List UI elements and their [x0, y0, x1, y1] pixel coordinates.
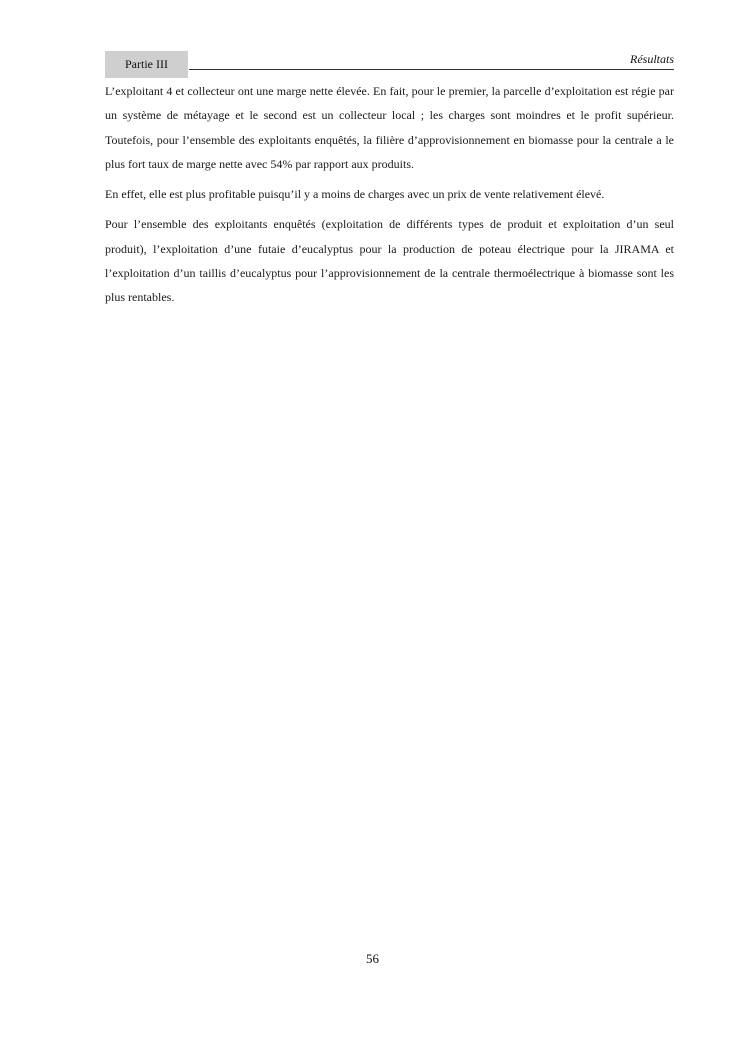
page-number: 56 [366, 951, 379, 966]
page-header [105, 51, 674, 79]
paragraph-3: Pour l’ensemble des exploitants enquêtés (exploitation de différents types de produit et exploitation d’un seul produit), l’exploitation d’une futaie d’eucalyptus pour la production de poteau électrique pour la JIRAMA et l’exploitation d’un taillis d’eucalyptus pour l’approvisionnement de la centrale thermoélectrique à biomasse sont les plus rentables. [105, 217, 674, 305]
header-rule [189, 69, 674, 70]
section-title: Résultats [630, 52, 674, 66]
paragraph-1: L’exploitant 4 et collecteur ont une marge nette élevée. En fait, pour le premier, la parcelle d’exploitation est régie par un système de métayage et le second est un collecteur local ; les charges sont moindres et le profit supérieur. Toutefois, pour l’ensemble des exploitants enquêtés, la filière d’approvisionnement en biomasse pour la centrale a le plus fort taux de marge nette avec 54% par rapport aux produits. [105, 84, 674, 171]
part-label: Partie III [105, 51, 188, 78]
paragraph-2: En effet, elle est plus profitable puisqu’il y a moins de charges avec un prix de vente relativement élevé. [105, 187, 605, 202]
body-text [105, 79, 674, 316]
